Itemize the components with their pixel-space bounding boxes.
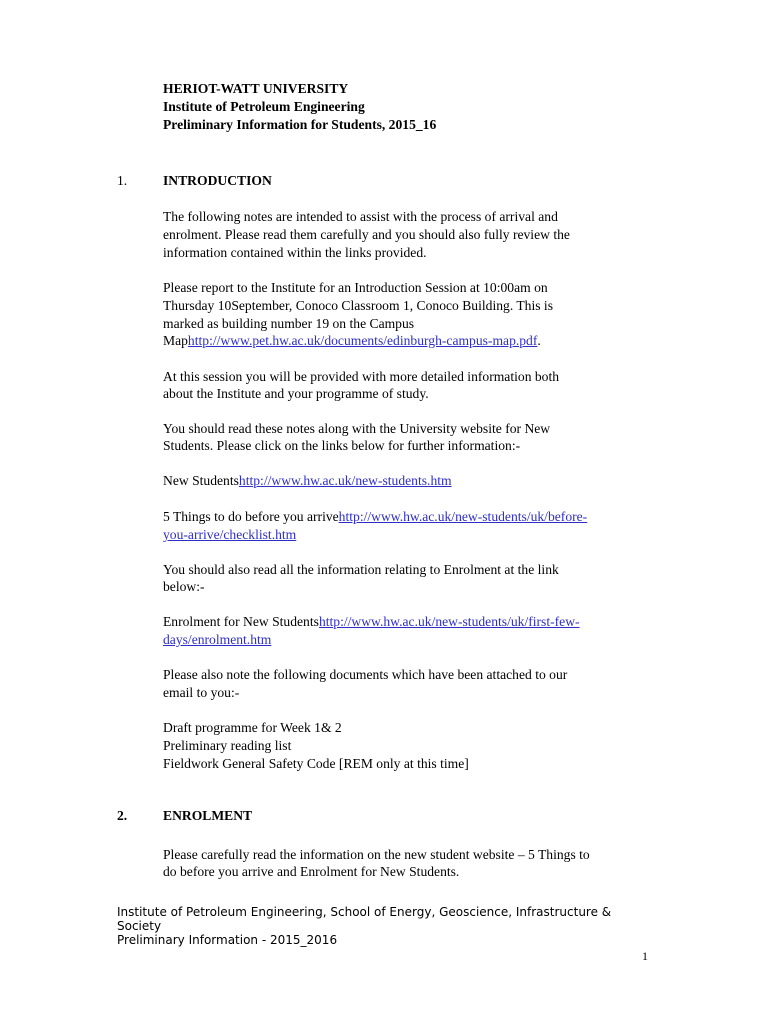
s1-p1-line3: information contained within the links provided. [163, 245, 427, 260]
footer-line1: Institute of Petroleum Engineering, School of Energy, Geoscience, Infrastructure & [117, 905, 612, 919]
s1-p2-line3: marked as building number 19 on the Campus [163, 316, 415, 331]
header-university: HERIOT-WATT UNIVERSITY [163, 81, 349, 96]
s1-p3-line2: about the Institute and your programme of study. [163, 386, 429, 401]
enrolment-line2 [163, 631, 271, 649]
section1-title: INTRODUCTION [163, 173, 272, 188]
s1-p4-line1: You should read these notes along with the University website for New [163, 421, 551, 436]
new-students-line [163, 472, 452, 490]
campus-map-link[interactable]: http://www.pet.hw.ac.uk/documents/edinburgh-campus-map.pdf [187, 333, 538, 348]
s1-p1-line1: The following notes are intended to assist with the process of arrival and [163, 209, 558, 224]
s1-p6-line2: email to you:- [163, 685, 240, 700]
new-students-label: New Students [163, 473, 239, 488]
s1-p2-line4 [163, 332, 541, 350]
s1-p6-line1: Please also note the following documents which have been attached to our [163, 667, 568, 682]
enrolment-line1 [163, 613, 580, 631]
footer-line2: Society [117, 919, 162, 933]
enrolment-link-part2[interactable]: days/enrolment.htm [163, 632, 272, 647]
s1-p3-line1: At this session you will be provided with more detailed information both [163, 369, 560, 384]
header-title: Preliminary Information for Students, 2015_16 [163, 117, 437, 132]
s1-p1-line2: enrolment. Please read them carefully and you should also fully review the [163, 227, 570, 242]
s1-p2-line2: Thursday 10September, Conoco Classroom 1, Conoco Building. This is [163, 298, 554, 313]
five-things-line1 [163, 508, 587, 526]
doc-item-safety-code: Fieldwork General Safety Code [REM only at this time] [163, 756, 469, 771]
section1-number: 1. [117, 173, 128, 188]
campus-map-prefix: Map [163, 333, 188, 348]
new-students-link[interactable]: http://www.hw.ac.uk/new-students.htm [238, 473, 452, 488]
s2-p1-line1: Please carefully read the information on the new student website – 5 Things to [163, 847, 590, 862]
five-things-label: 5 Things to do before you arrive [163, 509, 339, 524]
s1-p5-line2: below:- [163, 579, 205, 594]
s1-p2-line1: Please report to the Institute for an Introduction Session at 10:00am on [163, 280, 548, 295]
five-things-link-part1[interactable]: http://www.hw.ac.uk/new-students/uk/before- [338, 509, 588, 524]
five-things-link-part2[interactable]: you-arrive/checklist.htm [163, 527, 297, 542]
footer-line3: Preliminary Information - 2015_2016 [117, 933, 338, 947]
campus-map-suffix: . [537, 333, 541, 348]
enrolment-link-part1[interactable]: http://www.hw.ac.uk/new-students/uk/first-few- [318, 614, 580, 629]
s2-p1-line2: do before you arrive and Enrolment for New Students. [163, 864, 460, 879]
page-number: 1 [642, 949, 648, 963]
doc-item-draft-programme: Draft programme for Week 1& 2 [163, 720, 342, 735]
section2-number: 2. [117, 808, 128, 823]
section2-title: ENROLMENT [163, 808, 253, 823]
doc-item-reading-list: Preliminary reading list [163, 738, 292, 753]
s1-p4-line2: Students. Please click on the links below for further information:- [163, 438, 521, 453]
five-things-line2 [163, 526, 296, 544]
s1-p5-line1: You should also read all the information relating to Enrolment at the link [163, 562, 559, 577]
header-institute: Institute of Petroleum Engineering [163, 99, 365, 114]
enrolment-label: Enrolment for New Students [163, 614, 319, 629]
